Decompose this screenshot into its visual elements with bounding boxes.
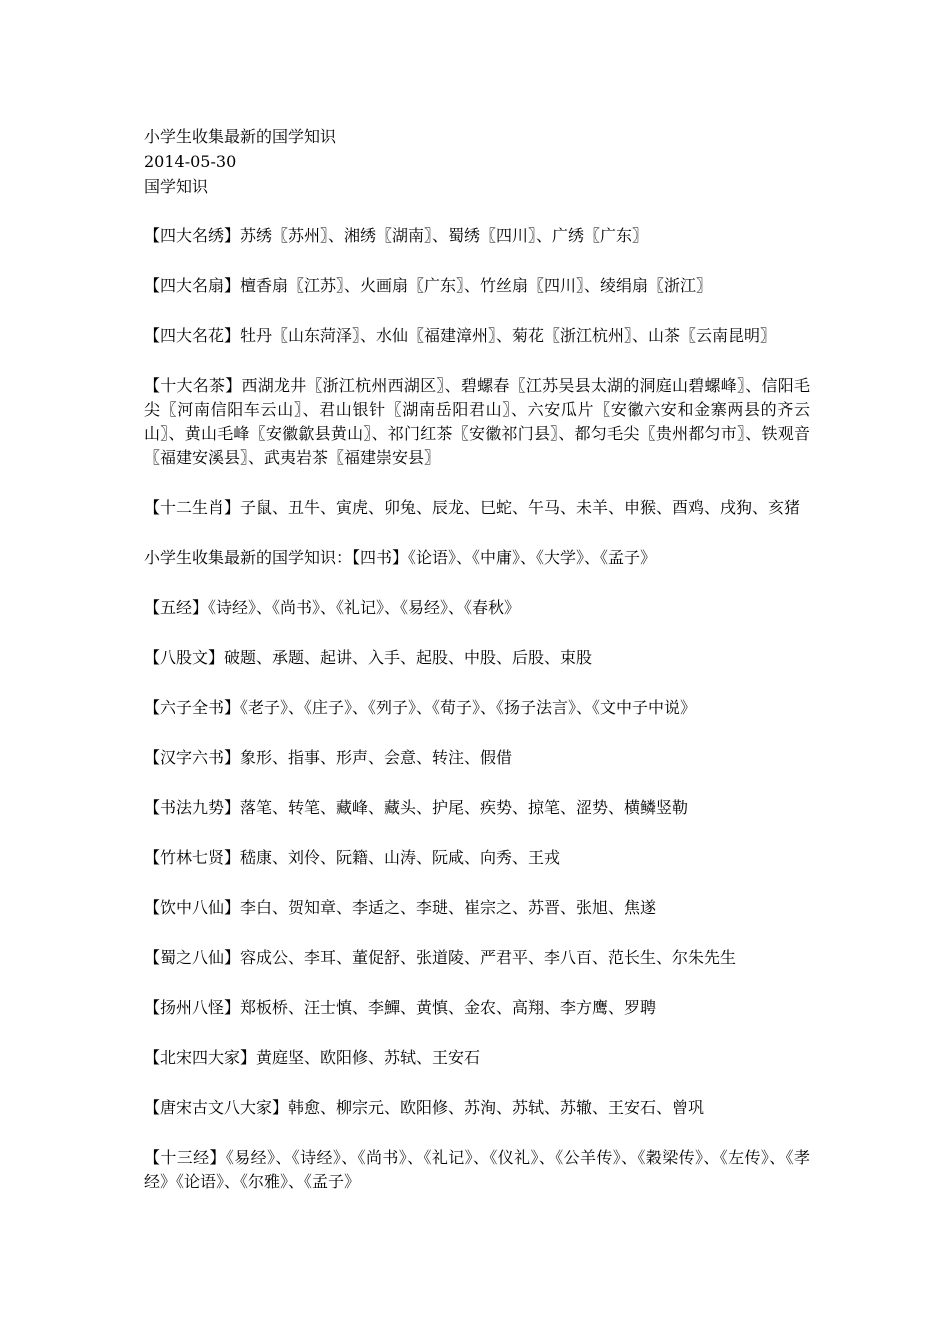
entry-four-books <box>144 546 810 570</box>
entry-teas <box>144 374 810 470</box>
entry-key: 【五经】 <box>144 598 209 617</box>
entry-key: 【四大名扇】 <box>144 276 241 295</box>
entry-eight-legged-essay <box>144 646 810 670</box>
entry-key: 【十大名茶】 <box>144 376 242 395</box>
entry-text: 黄庭坚、欧阳修、苏轼、王安石 <box>256 1048 481 1067</box>
entry-key: 【四大名绣】 <box>144 226 241 245</box>
entry-flowers <box>144 324 810 348</box>
entry-text: 李白、贺知章、李适之、李琎、崔宗之、苏晋、张旭、焦遂 <box>240 898 657 917</box>
entry-text: 落笔、转笔、藏峰、藏头、护尾、疾势、掠笔、涩势、横鳞竖勒 <box>240 798 689 817</box>
entry-text: 《论语》、《中庸》、《大学》、《孟子》 <box>408 548 657 567</box>
entry-key: 【饮中八仙】 <box>144 898 241 917</box>
entry-text: 檀香扇〖江苏〗、火画扇〖广东〗、竹丝扇〖四川〗、绫绢扇〖浙江〗 <box>240 276 713 295</box>
entry-text: 西湖龙井〖浙江杭州西湖区〗、碧螺春〖江苏吴县太湖的洞庭山碧螺峰〗、信阳毛尖〖河南信阳车云山〗、君山银针〖湖南岳阳君山〗、六安瓜片〖安徽六安和金寨两县的齐云山〗、黄山毛峰〖安徽歙县黄山〗、祁门红茶〖安徽祁门县〗、都匀毛尖〖贵州都匀市〗、铁观音〖福建安溪县〗、武夷岩茶〖福建崇安县〗 <box>144 376 810 467</box>
document-page <box>144 124 810 1220</box>
entry-song-masters <box>144 1046 810 1070</box>
entry-text: 容成公、李耳、董促舒、张道陵、严君平、李八百、范长生、尔朱先生 <box>240 948 737 967</box>
entry-prose-masters <box>144 1096 810 1120</box>
entry-shu-immortals <box>144 946 810 970</box>
entry-key: 【十三经】 <box>144 1148 226 1167</box>
entry-zodiac <box>144 496 810 520</box>
entry-calligraphy <box>144 796 810 820</box>
entry-text: 子鼠、丑牛、寅虎、卯兔、辰龙、巳蛇、午马、未羊、申猴、酉鸡、戌狗、亥猪 <box>240 498 801 517</box>
document-title: 小学生收集最新的国学知识 <box>144 127 337 146</box>
entry-fans <box>144 274 810 298</box>
entry-key: 【唐宋古文八大家】 <box>144 1098 289 1117</box>
entry-text: 象形、指事、形声、会意、转注、假借 <box>240 748 513 767</box>
entry-text: 《易经》、《诗经》、《尚书》、《礼记》、《仪礼》、《公羊传》、《穀梁传》、《左传》、《孝经》《论语》、《尔雅》、《孟子》 <box>144 1148 810 1191</box>
entry-thirteen-classics <box>144 1146 810 1194</box>
entry-text: 牡丹〖山东菏泽〗、水仙〖福建漳州〗、菊花〖浙江杭州〗、山茶〖云南昆明〗 <box>240 326 777 345</box>
entry-key: 【书法九势】 <box>144 798 241 817</box>
entry-text: 嵇康、刘伶、阮籍、山涛、阮咸、向秀、王戎 <box>240 848 561 867</box>
entry-text: 破题、承题、起讲、入手、起股、中股、后股、束股 <box>224 648 593 667</box>
entry-six-masters <box>144 696 810 720</box>
entry-text: 《老子》、《庄子》、《列子》、《荀子》、《扬子法言》、《文中子中说》 <box>240 698 697 717</box>
entry-key: 【北宋四大家】 <box>144 1048 257 1067</box>
entry-five-classics <box>144 596 810 620</box>
entry-six-scripts <box>144 746 810 770</box>
entry-key: 【扬州八怪】 <box>144 998 241 1017</box>
entry-key: 【蜀之八仙】 <box>144 948 241 967</box>
entry-text: 《诗经》、《尚书》、《礼记》、《易经》、《春秋》 <box>208 598 521 617</box>
entry-key: 【六子全书】 <box>144 698 241 717</box>
entry-key: 【汉字六书】 <box>144 748 241 767</box>
document-category: 国学知识 <box>144 177 209 196</box>
entry-key: 小学生收集最新的国学知识：【四书】 <box>144 548 409 567</box>
entry-drinking-immortals <box>144 896 810 920</box>
entry-embroidery <box>144 224 810 248</box>
spacer <box>144 199 810 224</box>
entry-bamboo-sages <box>144 846 810 870</box>
entry-key: 【十二生肖】 <box>144 498 241 517</box>
entry-text: 郑板桥、汪士慎、李鱓、黄慎、金农、高翔、李方鹰、罗聘 <box>240 998 657 1017</box>
entry-key: 【竹林七贤】 <box>144 848 241 867</box>
entry-key: 【四大名花】 <box>144 326 241 345</box>
entry-key: 【八股文】 <box>144 648 225 667</box>
document-date: 2014-05-30 <box>144 152 237 171</box>
entry-text: 韩愈、柳宗元、欧阳修、苏洵、苏轼、苏辙、王安石、曾巩 <box>288 1098 705 1117</box>
entry-yangzhou-eccentrics <box>144 996 810 1020</box>
entry-text: 苏绣〖苏州〗、湘绣〖湖南〗、蜀绣〖四川〗、广绣〖广东〗 <box>240 226 649 245</box>
